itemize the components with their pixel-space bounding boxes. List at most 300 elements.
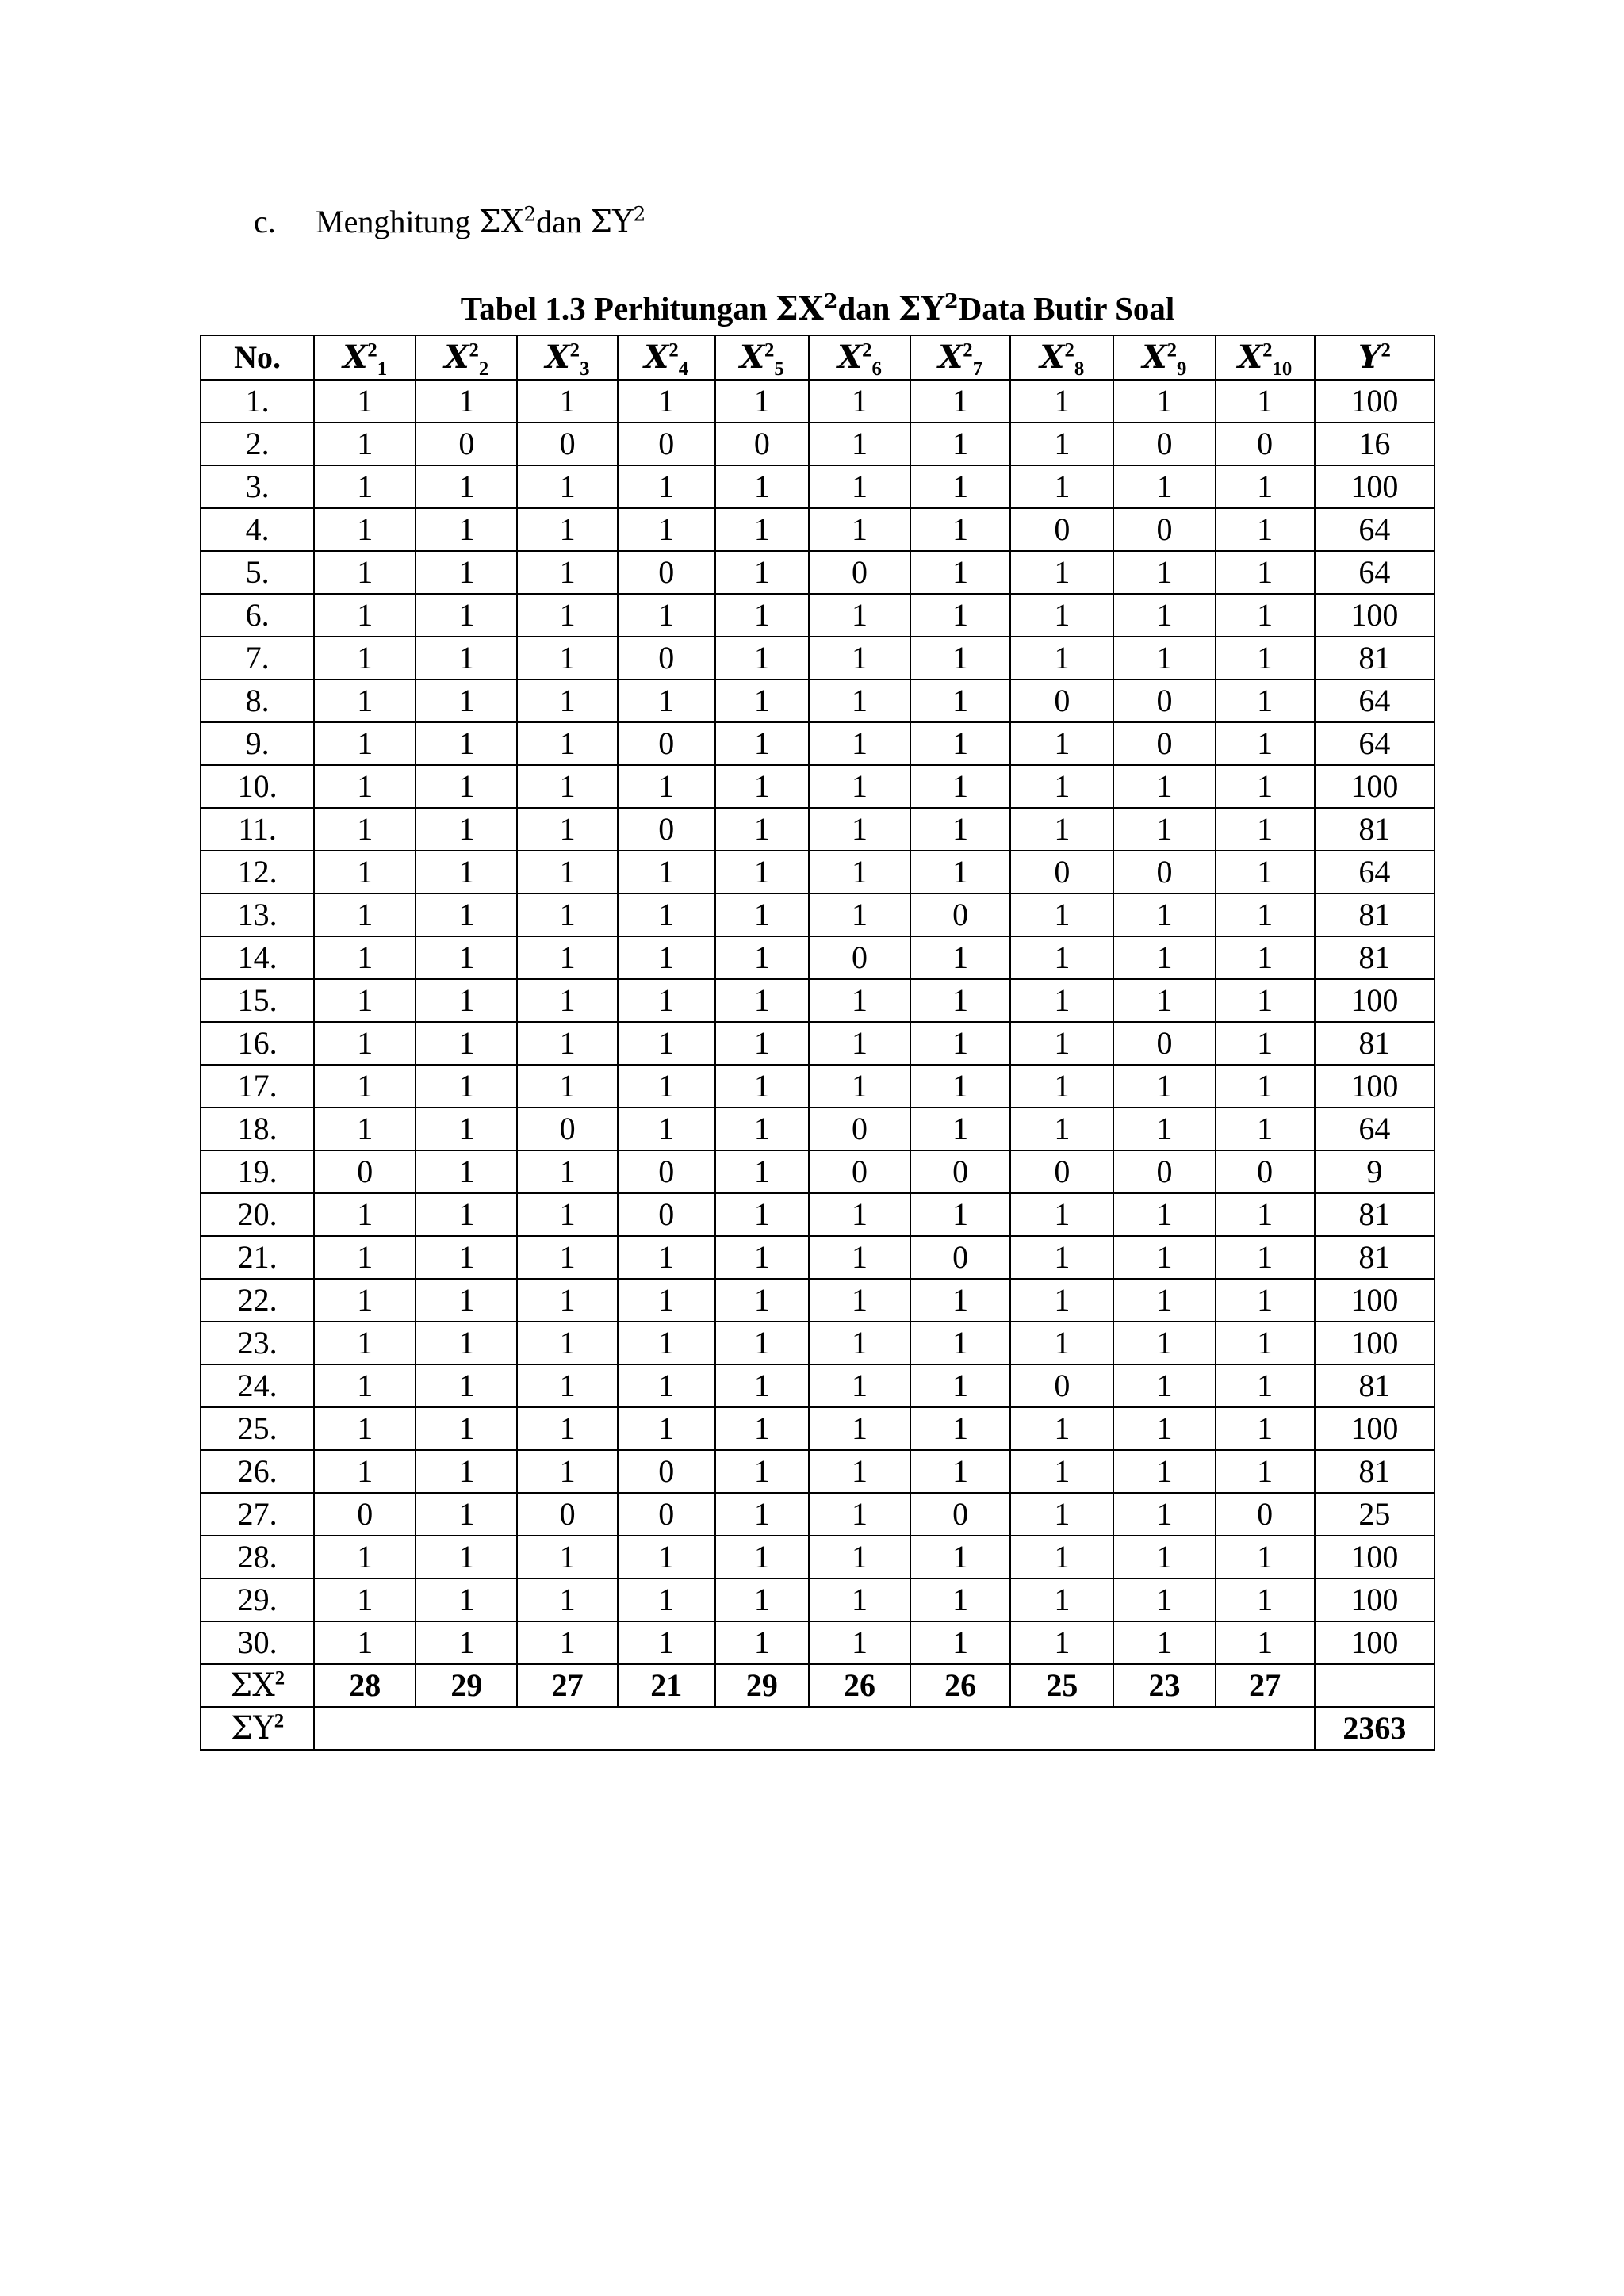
table-row (201, 380, 1434, 423)
cell-x10: 0 (1216, 1493, 1315, 1536)
row-number: 7. (201, 637, 314, 679)
cell-x2: 1 (416, 1322, 517, 1364)
sum-x-label: $\Sigma X^2$ (201, 1664, 314, 1707)
cell-x7: 1 (910, 423, 1010, 465)
cell-x8: 1 (1010, 1236, 1113, 1279)
cell-x1: 1 (314, 936, 416, 979)
header-x9: $X^2_9$ (1113, 335, 1215, 380)
cell-x10: 0 (1216, 423, 1315, 465)
row-number: 23. (201, 1322, 314, 1364)
cell-x10: 1 (1216, 637, 1315, 679)
cell-y: 100 (1315, 1578, 1434, 1621)
table-row (201, 423, 1434, 465)
cell-x7: 1 (910, 380, 1010, 423)
sum-x-value: 26 (910, 1664, 1010, 1707)
cell-y: 81 (1315, 894, 1434, 936)
cell-x4: 1 (618, 1621, 715, 1664)
cell-x10: 1 (1216, 1407, 1315, 1450)
section-heading (254, 198, 645, 246)
cell-y: 64 (1315, 679, 1434, 722)
cell-x2: 1 (416, 1450, 517, 1493)
cell-x8: 1 (1010, 936, 1113, 979)
row-number: 30. (201, 1621, 314, 1664)
cell-x8: 0 (1010, 679, 1113, 722)
header-x5: $X^2_5$ (715, 335, 809, 380)
cell-x2: 1 (416, 894, 517, 936)
row-number: 22. (201, 1279, 314, 1322)
cell-y: 64 (1315, 1108, 1434, 1150)
cell-x8: 1 (1010, 765, 1113, 808)
caption-sum-x: $\Sigma X^2$ (775, 289, 838, 327)
header-x6: $X^2_6$ (809, 335, 910, 380)
cell-x1: 1 (314, 1536, 416, 1578)
cell-x6: 1 (809, 1065, 910, 1108)
table-row (201, 1621, 1434, 1664)
cell-x6: 1 (809, 380, 910, 423)
table-row (201, 1065, 1434, 1108)
table-row (201, 1407, 1434, 1450)
cell-x9: 0 (1113, 508, 1215, 551)
cell-y: 100 (1315, 979, 1434, 1022)
cell-x7: 1 (910, 1065, 1010, 1108)
cell-x8: 1 (1010, 1621, 1113, 1664)
cell-x5: 1 (715, 1022, 809, 1065)
cell-x2: 1 (416, 551, 517, 594)
cell-x8: 1 (1010, 594, 1113, 637)
cell-x10: 1 (1216, 894, 1315, 936)
cell-x1: 1 (314, 508, 416, 551)
cell-x9: 1 (1113, 551, 1215, 594)
cell-x5: 1 (715, 1150, 809, 1193)
cell-x4: 1 (618, 1364, 715, 1407)
cell-x8: 0 (1010, 508, 1113, 551)
cell-x8: 0 (1010, 1150, 1113, 1193)
row-number: 9. (201, 722, 314, 765)
cell-x8: 1 (1010, 1193, 1113, 1236)
cell-x7: 1 (910, 508, 1010, 551)
cell-y: 100 (1315, 380, 1434, 423)
cell-x7: 1 (910, 1022, 1010, 1065)
cell-x2: 1 (416, 1108, 517, 1150)
cell-y: 25 (1315, 1493, 1434, 1536)
cell-x6: 1 (809, 637, 910, 679)
section-text: Menghitung (316, 204, 471, 239)
cell-x9: 0 (1113, 679, 1215, 722)
caption-sum-y: $\Sigma Y^2$ (898, 289, 959, 327)
cell-x3: 1 (517, 1364, 617, 1407)
cell-y: 100 (1315, 1065, 1434, 1108)
cell-x3: 1 (517, 894, 617, 936)
row-number: 4. (201, 508, 314, 551)
cell-x6: 1 (809, 722, 910, 765)
cell-x4: 1 (618, 1578, 715, 1621)
cell-x8: 1 (1010, 722, 1113, 765)
row-number: 21. (201, 1236, 314, 1279)
sum-y-total: 2363 (1315, 1707, 1434, 1750)
caption-suffix: Data Butir Soal (958, 290, 1175, 327)
row-number: 16. (201, 1022, 314, 1065)
cell-x4: 1 (618, 851, 715, 894)
cell-x6: 1 (809, 1236, 910, 1279)
cell-x9: 1 (1113, 594, 1215, 637)
cell-x3: 0 (517, 423, 617, 465)
cell-x5: 1 (715, 851, 809, 894)
cell-x1: 1 (314, 380, 416, 423)
cell-x1: 1 (314, 1407, 416, 1450)
cell-x9: 1 (1113, 1065, 1215, 1108)
row-number: 13. (201, 894, 314, 936)
cell-x4: 0 (618, 1450, 715, 1493)
caption-connector: dan (837, 290, 891, 327)
table-row (201, 1022, 1434, 1065)
cell-x7: 1 (910, 1621, 1010, 1664)
caption-prefix: Tabel 1.3 Perhitungan (460, 290, 768, 327)
cell-x1: 1 (314, 465, 416, 508)
row-number: 1. (201, 380, 314, 423)
sum-y-row (201, 1707, 1434, 1750)
cell-x4: 0 (618, 808, 715, 851)
cell-x4: 1 (618, 979, 715, 1022)
cell-x2: 1 (416, 936, 517, 979)
cell-x4: 0 (618, 637, 715, 679)
cell-x5: 1 (715, 1578, 809, 1621)
cell-x9: 1 (1113, 979, 1215, 1022)
cell-x9: 0 (1113, 423, 1215, 465)
cell-x5: 1 (715, 594, 809, 637)
cell-x1: 1 (314, 637, 416, 679)
cell-x6: 1 (809, 465, 910, 508)
cell-y: 100 (1315, 1621, 1434, 1664)
cell-x9: 1 (1113, 936, 1215, 979)
cell-x10: 1 (1216, 808, 1315, 851)
table-row (201, 1493, 1434, 1536)
cell-x2: 1 (416, 979, 517, 1022)
row-number: 6. (201, 594, 314, 637)
cell-x2: 1 (416, 1236, 517, 1279)
cell-x2: 1 (416, 851, 517, 894)
cell-x5: 1 (715, 380, 809, 423)
cell-x9: 0 (1113, 1150, 1215, 1193)
cell-x6: 0 (809, 551, 910, 594)
row-number: 27. (201, 1493, 314, 1536)
cell-x9: 1 (1113, 1407, 1215, 1450)
table-row (201, 1536, 1434, 1578)
cell-x10: 1 (1216, 1108, 1315, 1150)
cell-x1: 1 (314, 423, 416, 465)
cell-x1: 1 (314, 1193, 416, 1236)
cell-x10: 1 (1216, 1450, 1315, 1493)
cell-x3: 1 (517, 979, 617, 1022)
cell-x9: 1 (1113, 1322, 1215, 1364)
cell-x7: 1 (910, 936, 1010, 979)
table-row (201, 1236, 1434, 1279)
cell-x4: 0 (618, 722, 715, 765)
cell-x3: 1 (517, 594, 617, 637)
cell-x4: 1 (618, 465, 715, 508)
cell-x3: 0 (517, 1108, 617, 1150)
sum-x-value: 21 (618, 1664, 715, 1707)
cell-x8: 1 (1010, 1065, 1113, 1108)
table-row (201, 722, 1434, 765)
table-body (201, 380, 1434, 1664)
cell-y: 81 (1315, 808, 1434, 851)
cell-x6: 1 (809, 423, 910, 465)
cell-x8: 1 (1010, 1536, 1113, 1578)
cell-y: 100 (1315, 1536, 1434, 1578)
cell-x5: 1 (715, 1108, 809, 1150)
cell-x1: 1 (314, 851, 416, 894)
cell-x5: 1 (715, 1065, 809, 1108)
cell-x5: 1 (715, 1407, 809, 1450)
cell-x3: 1 (517, 1407, 617, 1450)
cell-x2: 1 (416, 1536, 517, 1578)
cell-x3: 1 (517, 1236, 617, 1279)
table-row (201, 465, 1434, 508)
cell-y: 81 (1315, 1193, 1434, 1236)
cell-x4: 0 (618, 551, 715, 594)
table-row (201, 808, 1434, 851)
cell-x10: 1 (1216, 1536, 1315, 1578)
sum-x-value: 25 (1010, 1664, 1113, 1707)
cell-x1: 1 (314, 1022, 416, 1065)
cell-x1: 1 (314, 594, 416, 637)
cell-y: 100 (1315, 465, 1434, 508)
cell-x5: 1 (715, 551, 809, 594)
row-number: 11. (201, 808, 314, 851)
cell-x6: 1 (809, 765, 910, 808)
row-number: 29. (201, 1578, 314, 1621)
cell-x10: 1 (1216, 594, 1315, 637)
row-number: 10. (201, 765, 314, 808)
cell-x4: 0 (618, 1193, 715, 1236)
cell-x4: 1 (618, 380, 715, 423)
cell-x7: 0 (910, 1493, 1010, 1536)
cell-x8: 1 (1010, 808, 1113, 851)
cell-x7: 1 (910, 1407, 1010, 1450)
header-x3: $X^2_3$ (517, 335, 617, 380)
cell-x8: 1 (1010, 894, 1113, 936)
table-row (201, 637, 1434, 679)
cell-x6: 1 (809, 1493, 910, 1536)
header-no: No. (201, 335, 314, 380)
cell-x10: 1 (1216, 722, 1315, 765)
cell-x3: 1 (517, 465, 617, 508)
cell-x9: 0 (1113, 722, 1215, 765)
cell-y: 81 (1315, 1450, 1434, 1493)
row-number: 19. (201, 1150, 314, 1193)
cell-x3: 1 (517, 1193, 617, 1236)
cell-x5: 1 (715, 1236, 809, 1279)
cell-x2: 1 (416, 508, 517, 551)
cell-x4: 1 (618, 1536, 715, 1578)
cell-y: 64 (1315, 851, 1434, 894)
cell-x6: 0 (809, 1150, 910, 1193)
cell-x4: 1 (618, 508, 715, 551)
cell-x8: 1 (1010, 1279, 1113, 1322)
cell-x8: 1 (1010, 380, 1113, 423)
table-row (201, 1450, 1434, 1493)
cell-x10: 1 (1216, 380, 1315, 423)
cell-x5: 1 (715, 936, 809, 979)
cell-x9: 1 (1113, 1536, 1215, 1578)
cell-x8: 0 (1010, 1364, 1113, 1407)
cell-x3: 1 (517, 380, 617, 423)
cell-x1: 0 (314, 1150, 416, 1193)
cell-x8: 0 (1010, 851, 1113, 894)
cell-x10: 1 (1216, 851, 1315, 894)
cell-x10: 1 (1216, 465, 1315, 508)
sum-y-label: $\Sigma Y^2$ (201, 1707, 314, 1750)
cell-x7: 1 (910, 979, 1010, 1022)
table-row (201, 936, 1434, 979)
cell-x2: 1 (416, 594, 517, 637)
cell-x7: 1 (910, 594, 1010, 637)
cell-x9: 1 (1113, 1450, 1215, 1493)
cell-x1: 1 (314, 1364, 416, 1407)
cell-x2: 1 (416, 722, 517, 765)
cell-x6: 1 (809, 1364, 910, 1407)
table-row (201, 1193, 1434, 1236)
row-number: 8. (201, 679, 314, 722)
cell-x4: 1 (618, 936, 715, 979)
cell-x3: 1 (517, 1621, 617, 1664)
table-row (201, 1279, 1434, 1322)
cell-x2: 1 (416, 1578, 517, 1621)
cell-y: 81 (1315, 936, 1434, 979)
cell-y: 100 (1315, 765, 1434, 808)
row-number: 26. (201, 1450, 314, 1493)
sum-x-y-blank (1315, 1664, 1434, 1707)
cell-x1: 1 (314, 1279, 416, 1322)
header-x10: $X^2_{10}$ (1216, 335, 1315, 380)
cell-x4: 1 (618, 765, 715, 808)
cell-x9: 1 (1113, 637, 1215, 679)
cell-x2: 1 (416, 1279, 517, 1322)
cell-x7: 1 (910, 722, 1010, 765)
cell-x7: 1 (910, 851, 1010, 894)
cell-x2: 1 (416, 380, 517, 423)
cell-x4: 0 (618, 423, 715, 465)
table-header-row (201, 335, 1434, 380)
row-number: 17. (201, 1065, 314, 1108)
cell-x5: 1 (715, 894, 809, 936)
cell-x9: 1 (1113, 1578, 1215, 1621)
section-connector: dan (536, 204, 582, 239)
cell-x5: 1 (715, 1450, 809, 1493)
cell-x2: 1 (416, 808, 517, 851)
cell-x10: 1 (1216, 1322, 1315, 1364)
cell-x10: 1 (1216, 1022, 1315, 1065)
row-number: 20. (201, 1193, 314, 1236)
cell-x2: 1 (416, 637, 517, 679)
cell-x3: 1 (517, 722, 617, 765)
cell-x9: 0 (1113, 1022, 1215, 1065)
cell-x3: 1 (517, 851, 617, 894)
table-row (201, 894, 1434, 936)
cell-x7: 1 (910, 1450, 1010, 1493)
table-row (201, 1578, 1434, 1621)
cell-x8: 1 (1010, 1022, 1113, 1065)
cell-x1: 1 (314, 551, 416, 594)
cell-x4: 1 (618, 894, 715, 936)
table-row (201, 765, 1434, 808)
cell-y: 9 (1315, 1150, 1434, 1193)
cell-x1: 1 (314, 1236, 416, 1279)
cell-x1: 1 (314, 808, 416, 851)
table-row (201, 851, 1434, 894)
cell-x7: 1 (910, 551, 1010, 594)
cell-y: 64 (1315, 551, 1434, 594)
cell-x3: 1 (517, 1578, 617, 1621)
cell-x1: 1 (314, 1108, 416, 1150)
table-row (201, 551, 1434, 594)
cell-x6: 1 (809, 1450, 910, 1493)
cell-x8: 1 (1010, 1493, 1113, 1536)
cell-x5: 1 (715, 979, 809, 1022)
sum-y-blank (314, 1707, 1315, 1750)
cell-x10: 0 (1216, 1150, 1315, 1193)
cell-x2: 1 (416, 1407, 517, 1450)
cell-x6: 0 (809, 1108, 910, 1150)
row-number: 2. (201, 423, 314, 465)
cell-x5: 1 (715, 1279, 809, 1322)
sum-x-value: 28 (314, 1664, 416, 1707)
cell-x7: 1 (910, 1578, 1010, 1621)
row-number: 5. (201, 551, 314, 594)
cell-x9: 1 (1113, 1364, 1215, 1407)
cell-x4: 1 (618, 1236, 715, 1279)
cell-x9: 1 (1113, 1236, 1215, 1279)
cell-x10: 1 (1216, 979, 1315, 1022)
cell-x3: 1 (517, 551, 617, 594)
cell-x7: 1 (910, 1193, 1010, 1236)
header-x4: $X^2_4$ (618, 335, 715, 380)
cell-y: 64 (1315, 722, 1434, 765)
cell-x10: 1 (1216, 765, 1315, 808)
table-row (201, 508, 1434, 551)
cell-x7: 1 (910, 1536, 1010, 1578)
header-y: $Y^2$ (1315, 335, 1434, 380)
cell-x10: 1 (1216, 1279, 1315, 1322)
cell-x3: 1 (517, 508, 617, 551)
cell-x3: 1 (517, 1022, 617, 1065)
cell-x5: 1 (715, 637, 809, 679)
cell-x7: 0 (910, 1236, 1010, 1279)
cell-x4: 1 (618, 1108, 715, 1150)
cell-x2: 1 (416, 1150, 517, 1193)
cell-x6: 1 (809, 1536, 910, 1578)
cell-x5: 1 (715, 679, 809, 722)
cell-x6: 1 (809, 1279, 910, 1322)
cell-x2: 1 (416, 1065, 517, 1108)
cell-x7: 1 (910, 808, 1010, 851)
cell-x7: 1 (910, 1108, 1010, 1150)
cell-x6: 1 (809, 1193, 910, 1236)
cell-x6: 1 (809, 508, 910, 551)
cell-x10: 1 (1216, 551, 1315, 594)
cell-x9: 0 (1113, 851, 1215, 894)
cell-x6: 1 (809, 1407, 910, 1450)
cell-x1: 1 (314, 1578, 416, 1621)
cell-x6: 1 (809, 1322, 910, 1364)
cell-x5: 1 (715, 465, 809, 508)
cell-y: 81 (1315, 1236, 1434, 1279)
section-sum-x: $\Sigma X^2$ (478, 202, 537, 240)
cell-x4: 1 (618, 1279, 715, 1322)
cell-x3: 1 (517, 765, 617, 808)
cell-x5: 1 (715, 1364, 809, 1407)
cell-x3: 1 (517, 1536, 617, 1578)
